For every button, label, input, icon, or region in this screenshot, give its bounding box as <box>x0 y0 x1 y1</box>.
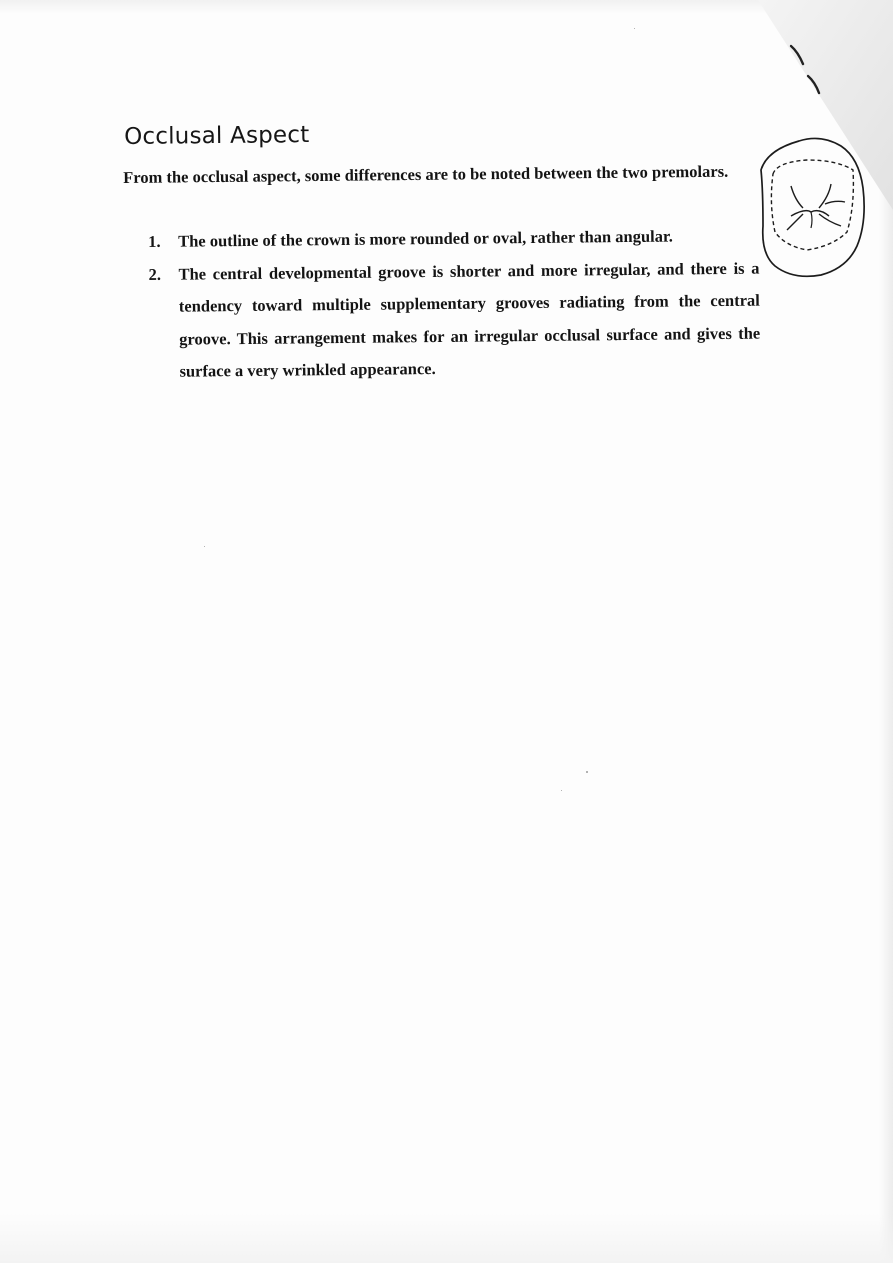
list-item-text: The outline of the crown is more rounded or oval, rather than angular. <box>178 226 673 251</box>
list-item-number: 1. <box>148 231 161 251</box>
scan-shade-bottom <box>0 1213 893 1263</box>
scan-speck <box>561 790 562 791</box>
premolar-occlusal-sketch <box>755 134 867 280</box>
list-item-number: 2. <box>148 264 161 284</box>
differences-list <box>148 220 761 389</box>
scan-speck <box>586 771 588 773</box>
section-heading: Occlusal Aspect <box>124 122 310 150</box>
list-item-text: The central developmental groove is shorter and more irregular, and there is a tendency toward multiple supplementary grooves radiating from the central groove. This arrangement makes for an irregular occlusal surface and gives the surface a very wrinkled appearance. <box>178 258 761 381</box>
intro-paragraph: From the occlusal aspect, some differences are to be noted between the two premolars. <box>123 161 729 187</box>
list-item <box>148 252 760 388</box>
scan-speck <box>204 546 205 547</box>
scan-speck <box>634 28 635 29</box>
